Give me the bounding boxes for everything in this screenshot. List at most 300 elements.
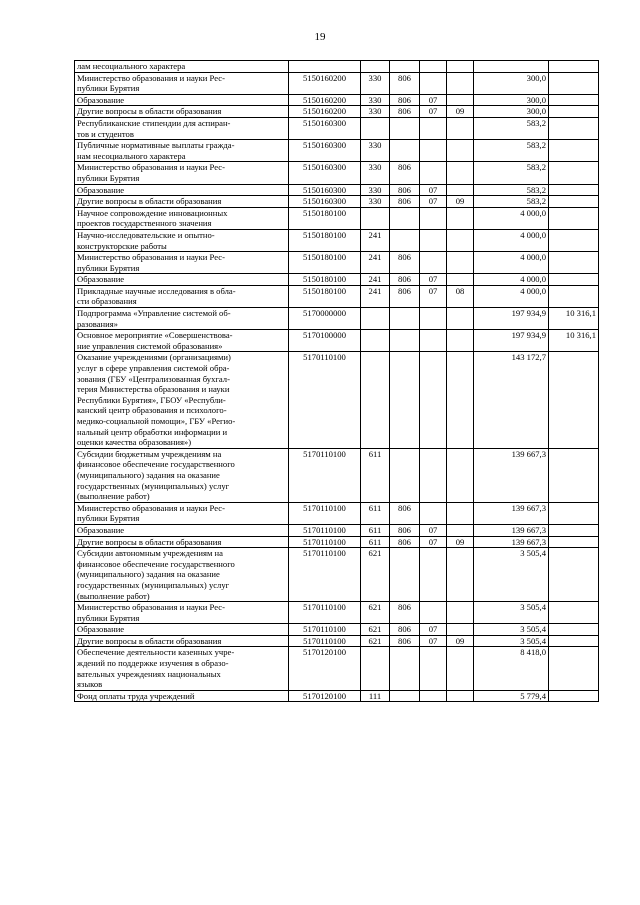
target-code-cell-text: 5150160200 (303, 72, 346, 83)
row-name-cell (75, 274, 289, 286)
row-name-cell (75, 548, 289, 602)
ministry-code-cell-text: 806 (398, 524, 411, 535)
target-code-cell (289, 647, 361, 690)
section-cell (420, 352, 447, 448)
section-cell-text: 07 (428, 196, 438, 207)
target-code-cell-text: 5150160200 (303, 94, 346, 105)
target-code-cell-text: 5170110100 (303, 352, 346, 363)
subsection-cell (447, 252, 474, 274)
ministry-code-cell (390, 536, 420, 548)
federal-amount-cell (549, 502, 599, 524)
subsection-cell (447, 229, 474, 251)
section-cell (420, 635, 447, 647)
section-cell-text: 07 (428, 106, 438, 117)
row-name-cell (75, 690, 289, 702)
section-cell (420, 207, 447, 229)
target-code-cell (289, 602, 361, 624)
section-cell (420, 252, 447, 274)
table-row (75, 548, 599, 602)
section-cell (420, 229, 447, 251)
expense-type-cell-text: 621 (368, 635, 382, 646)
target-code-cell (289, 72, 361, 94)
section-cell-text: 07 (428, 624, 438, 635)
federal-amount-cell (549, 207, 599, 229)
ministry-code-cell-text: 806 (398, 624, 411, 635)
table-row (75, 308, 599, 330)
table-row (75, 140, 599, 162)
amount-cell (474, 72, 549, 94)
ministry-code-cell (390, 274, 420, 286)
row-name-cell (75, 61, 289, 73)
ministry-code-cell (390, 207, 420, 229)
target-code-cell (289, 548, 361, 602)
row-name-cell-text: Субсидии бюджетным учреждениям на финансовое обеспечение государственного (муниципального) задания на оказание государственных (муниципальных) услуг (выполнение работ) (77, 448, 235, 502)
ministry-code-cell-text: 806 (398, 285, 411, 296)
federal-amount-cell (549, 285, 599, 307)
table-row (75, 94, 599, 106)
amount-cell (474, 274, 549, 286)
section-cell-text: 07 (428, 524, 438, 535)
subsection-cell (447, 330, 474, 352)
ministry-code-cell (390, 647, 420, 690)
ministry-code-cell (390, 162, 420, 184)
expense-type-cell-text: 611 (368, 524, 382, 535)
target-code-cell (289, 252, 361, 274)
expense-type-cell-text: 330 (368, 162, 382, 173)
amount-cell-text: 3 505,4 (520, 548, 546, 559)
section-cell-text: 07 (428, 285, 438, 296)
row-name-cell (75, 117, 289, 139)
federal-amount-cell (549, 274, 599, 286)
section-cell (420, 94, 447, 106)
federal-amount-cell-text: 10 316,1 (565, 330, 596, 341)
row-name-cell-text: Обеспечение деятельности казенных учре- ждений по поддержке изучения в образо- вательных учреждениях национальных языков (77, 647, 235, 690)
amount-cell (474, 308, 549, 330)
amount-cell-text: 4 000,0 (520, 285, 546, 296)
row-name-cell-text: Фонд оплаты труда учреждений (77, 690, 195, 701)
row-name-cell-text: Республиканские стипендии для аспиран- тов и студентов (77, 117, 231, 139)
section-cell-text: 07 (428, 94, 438, 105)
row-name-cell (75, 536, 289, 548)
federal-amount-cell (549, 94, 599, 106)
subsection-cell (447, 184, 474, 196)
table-row (75, 207, 599, 229)
federal-amount-cell (549, 140, 599, 162)
expense-type-cell (361, 162, 390, 184)
subsection-cell (447, 61, 474, 73)
row-name-cell-text: Другие вопросы в области образования (77, 536, 222, 547)
section-cell (420, 330, 447, 352)
section-cell (420, 308, 447, 330)
expense-type-cell (361, 602, 390, 624)
amount-cell (474, 690, 549, 702)
target-code-cell (289, 94, 361, 106)
section-cell (420, 117, 447, 139)
subsection-cell (447, 308, 474, 330)
table-row (75, 635, 599, 647)
target-code-cell (289, 274, 361, 286)
amount-cell-text: 583,2 (526, 196, 546, 207)
row-name-cell (75, 207, 289, 229)
target-code-cell-text: 5170110100 (303, 502, 346, 513)
expense-type-cell-text: 241 (368, 274, 382, 285)
row-name-cell-text: Образование (77, 624, 125, 635)
subsection-cell-text: 09 (455, 635, 465, 646)
row-name-cell-text: Другие вопросы в области образования (77, 196, 222, 207)
federal-amount-cell (549, 647, 599, 690)
ministry-code-cell (390, 548, 420, 602)
federal-amount-cell (549, 308, 599, 330)
amount-cell-text: 8 418,0 (520, 647, 546, 658)
ministry-code-cell (390, 184, 420, 196)
amount-cell (474, 207, 549, 229)
expense-type-cell-text: 330 (368, 196, 382, 207)
table-row (75, 448, 599, 502)
amount-cell-text: 3 505,4 (520, 602, 546, 613)
row-name-cell-text: Министерство образования и науки Рес- публики Бурятия (77, 162, 225, 183)
ministry-code-cell (390, 635, 420, 647)
ministry-code-cell (390, 330, 420, 352)
amount-cell-text: 139 667,3 (511, 536, 546, 547)
row-name-cell (75, 524, 289, 536)
row-name-cell (75, 162, 289, 184)
expense-type-cell-text: 330 (368, 140, 382, 151)
row-name-cell (75, 502, 289, 524)
target-code-cell-text: 5150160300 (303, 140, 346, 151)
ministry-code-cell-text: 806 (398, 184, 411, 195)
target-code-cell (289, 308, 361, 330)
amount-cell-text: 143 172,7 (511, 352, 546, 363)
subsection-cell-text: 09 (455, 106, 465, 117)
ministry-code-cell-text: 806 (398, 252, 411, 263)
amount-cell-text: 583,2 (526, 162, 546, 173)
row-name-cell-text: Научно-исследовательские и опытно- конструкторские работы (77, 229, 215, 251)
section-cell (420, 602, 447, 624)
amount-cell (474, 252, 549, 274)
row-name-cell-text: Подпрограмма «Управление системой об- разования» (77, 308, 231, 329)
expense-type-cell-text: 330 (368, 94, 382, 105)
target-code-cell (289, 207, 361, 229)
federal-amount-cell (549, 229, 599, 251)
table-row (75, 106, 599, 118)
budget-table (74, 60, 599, 702)
table-row (75, 647, 599, 690)
subsection-cell (447, 94, 474, 106)
section-cell (420, 285, 447, 307)
ministry-code-cell-text: 806 (398, 502, 411, 513)
target-code-cell (289, 162, 361, 184)
expense-type-cell (361, 647, 390, 690)
amount-cell-text: 139 667,3 (511, 502, 546, 513)
target-code-cell-text: 5170110100 (303, 548, 346, 559)
row-name-cell-text: Министерство образования и науки Рес- публики Бурятия (77, 72, 225, 94)
target-code-cell (289, 635, 361, 647)
subsection-cell (447, 448, 474, 502)
expense-type-cell-text: 611 (368, 536, 382, 547)
expense-type-cell (361, 61, 390, 73)
federal-amount-cell (549, 61, 599, 73)
amount-cell (474, 330, 549, 352)
ministry-code-cell (390, 524, 420, 536)
federal-amount-cell (549, 106, 599, 118)
row-name-cell-text: Образование (77, 184, 125, 195)
amount-cell-text: 4 000,0 (520, 229, 546, 240)
expense-type-cell (361, 624, 390, 636)
target-code-cell (289, 140, 361, 162)
target-code-cell (289, 330, 361, 352)
row-name-cell (75, 647, 289, 690)
expense-type-cell (361, 502, 390, 524)
target-code-cell-text: 5150160300 (303, 184, 346, 195)
row-name-cell (75, 140, 289, 162)
table-row (75, 61, 599, 73)
expense-type-cell (361, 117, 390, 139)
amount-cell (474, 162, 549, 184)
target-code-cell (289, 61, 361, 73)
ministry-code-cell (390, 252, 420, 274)
target-code-cell-text: 5170120100 (303, 647, 346, 658)
target-code-cell (289, 502, 361, 524)
table-row (75, 536, 599, 548)
amount-cell-text: 583,2 (526, 117, 546, 128)
amount-cell (474, 502, 549, 524)
federal-amount-cell (549, 330, 599, 352)
target-code-cell (289, 196, 361, 208)
ministry-code-cell (390, 117, 420, 139)
federal-amount-cell (549, 624, 599, 636)
expense-type-cell-text: 241 (368, 252, 382, 263)
ministry-code-cell (390, 61, 420, 73)
target-code-cell-text: 5170110100 (303, 635, 346, 646)
budget-table-body (75, 61, 599, 702)
amount-cell-text: 139 667,3 (511, 448, 546, 459)
table-row (75, 196, 599, 208)
row-name-cell-text: Министерство образования и науки Рес- публики Бурятия (77, 502, 225, 524)
section-cell (420, 548, 447, 602)
target-code-cell-text: 5150160300 (303, 117, 346, 128)
expense-type-cell (361, 229, 390, 251)
expense-type-cell (361, 140, 390, 162)
table-row (75, 117, 599, 139)
expense-type-cell (361, 548, 390, 602)
subsection-cell (447, 207, 474, 229)
amount-cell (474, 352, 549, 448)
row-name-cell (75, 229, 289, 251)
ministry-code-cell (390, 502, 420, 524)
expense-type-cell (361, 274, 390, 286)
subsection-cell (447, 624, 474, 636)
ministry-code-cell (390, 94, 420, 106)
subsection-cell-text: 09 (455, 196, 465, 207)
ministry-code-cell (390, 602, 420, 624)
amount-cell-text: 197 934,9 (511, 330, 546, 341)
ministry-code-cell-text: 806 (398, 635, 411, 646)
subsection-cell (447, 502, 474, 524)
target-code-cell-text: 5150160300 (303, 196, 346, 207)
table-row (75, 502, 599, 524)
expense-type-cell-text: 621 (368, 602, 382, 613)
table-row (75, 162, 599, 184)
federal-amount-cell (549, 448, 599, 502)
expense-type-cell-text: 611 (368, 502, 382, 513)
row-name-cell-text: Другие вопросы в области образования (77, 635, 222, 646)
row-name-cell-text: Образование (77, 524, 125, 535)
ministry-code-cell (390, 106, 420, 118)
ministry-code-cell-text: 806 (398, 106, 411, 117)
section-cell (420, 61, 447, 73)
target-code-cell-text: 5170110100 (303, 524, 346, 535)
expense-type-cell (361, 106, 390, 118)
federal-amount-cell (549, 72, 599, 94)
amount-cell-text: 197 934,9 (511, 308, 546, 319)
row-name-cell (75, 196, 289, 208)
amount-cell (474, 184, 549, 196)
table-row (75, 72, 599, 94)
target-code-cell-text: 5150180100 (303, 285, 346, 296)
ministry-code-cell (390, 690, 420, 702)
federal-amount-cell (549, 162, 599, 184)
ministry-code-cell (390, 140, 420, 162)
row-name-cell (75, 106, 289, 118)
expense-type-cell (361, 635, 390, 647)
expense-type-cell-text: 111 (368, 690, 382, 701)
row-name-cell-text: Публичные нормативные выплаты гражда- нам несоциального характера (77, 140, 235, 161)
row-name-cell-text: Министерство образования и науки Рес- публики Бурятия (77, 602, 225, 623)
target-code-cell (289, 448, 361, 502)
expense-type-cell-text: 330 (368, 184, 382, 195)
ministry-code-cell (390, 229, 420, 251)
row-name-cell (75, 252, 289, 274)
expense-type-cell (361, 690, 390, 702)
ministry-code-cell (390, 448, 420, 502)
amount-cell-text: 300,0 (526, 72, 546, 83)
amount-cell (474, 117, 549, 139)
amount-cell (474, 140, 549, 162)
table-row (75, 624, 599, 636)
subsection-cell (447, 690, 474, 702)
federal-amount-cell (549, 252, 599, 274)
subsection-cell (447, 274, 474, 286)
expense-type-cell (361, 448, 390, 502)
amount-cell-text: 139 667,3 (511, 524, 546, 535)
expense-type-cell (361, 184, 390, 196)
row-name-cell (75, 308, 289, 330)
table-row (75, 274, 599, 286)
amount-cell (474, 196, 549, 208)
expense-type-cell-text: 241 (368, 285, 382, 296)
row-name-cell-text: Другие вопросы в области образования (77, 106, 222, 117)
section-cell (420, 140, 447, 162)
federal-amount-cell (549, 690, 599, 702)
section-cell (420, 647, 447, 690)
target-code-cell (289, 285, 361, 307)
page-number: 19 (314, 31, 326, 43)
subsection-cell (447, 196, 474, 208)
amount-cell (474, 602, 549, 624)
target-code-cell (289, 690, 361, 702)
expense-type-cell (361, 308, 390, 330)
amount-cell-text: 583,2 (526, 184, 546, 195)
section-cell-text: 07 (428, 274, 438, 285)
section-cell (420, 72, 447, 94)
subsection-cell (447, 140, 474, 162)
amount-cell-text: 5 779,4 (520, 690, 546, 701)
ministry-code-cell (390, 352, 420, 448)
federal-amount-cell (549, 352, 599, 448)
section-cell (420, 502, 447, 524)
table-row (75, 252, 599, 274)
table-row (75, 602, 599, 624)
subsection-cell-text: 08 (455, 285, 465, 296)
table-row (75, 229, 599, 251)
federal-amount-cell (549, 524, 599, 536)
ministry-code-cell-text: 806 (398, 94, 411, 105)
table-row (75, 352, 599, 448)
subsection-cell-text: 09 (455, 536, 465, 547)
ministry-code-cell (390, 308, 420, 330)
row-name-cell-text: Образование (77, 94, 125, 105)
row-name-cell (75, 72, 289, 94)
table-row (75, 524, 599, 536)
section-cell (420, 196, 447, 208)
federal-amount-cell (549, 548, 599, 602)
row-name-cell-text: Министерство образования и науки Рес- публики Бурятия (77, 252, 225, 273)
expense-type-cell (361, 196, 390, 208)
expense-type-cell-text: 621 (368, 548, 382, 559)
ministry-code-cell-text: 806 (398, 72, 411, 83)
target-code-cell (289, 524, 361, 536)
target-code-cell-text: 5170000000 (303, 308, 346, 319)
ministry-code-cell-text: 806 (398, 602, 411, 613)
row-name-cell (75, 330, 289, 352)
federal-amount-cell (549, 536, 599, 548)
section-cell (420, 536, 447, 548)
target-code-cell (289, 117, 361, 139)
section-cell (420, 106, 447, 118)
expense-type-cell (361, 207, 390, 229)
subsection-cell (447, 524, 474, 536)
ministry-code-cell (390, 624, 420, 636)
section-cell-text: 07 (428, 536, 438, 547)
amount-cell (474, 524, 549, 536)
row-name-cell (75, 94, 289, 106)
subsection-cell (447, 162, 474, 184)
section-cell (420, 274, 447, 286)
target-code-cell-text: 5170110100 (303, 536, 346, 547)
row-name-cell (75, 285, 289, 307)
target-code-cell-text: 5150180100 (303, 229, 346, 240)
row-name-cell-text: Основное мероприятие «Совершенствова- ние управления системой образования» (77, 330, 233, 351)
expense-type-cell (361, 252, 390, 274)
federal-amount-cell (549, 635, 599, 647)
section-cell-text: 07 (428, 184, 438, 195)
expense-type-cell (361, 94, 390, 106)
section-cell (420, 162, 447, 184)
subsection-cell (447, 647, 474, 690)
target-code-cell (289, 106, 361, 118)
section-cell-text: 07 (428, 635, 438, 646)
amount-cell (474, 106, 549, 118)
row-name-cell (75, 602, 289, 624)
target-code-cell-text: 5170110100 (303, 624, 346, 635)
row-name-cell (75, 352, 289, 448)
subsection-cell (447, 117, 474, 139)
amount-cell (474, 624, 549, 636)
target-code-cell (289, 536, 361, 548)
amount-cell (474, 229, 549, 251)
row-name-cell-text: Субсидии автономным учреждениям на финансовое обеспечение государственного (муниципального) задания на оказание государственных (муниципальных) услуг (выполнение работ) (77, 548, 235, 601)
ministry-code-cell-text: 806 (398, 274, 411, 285)
